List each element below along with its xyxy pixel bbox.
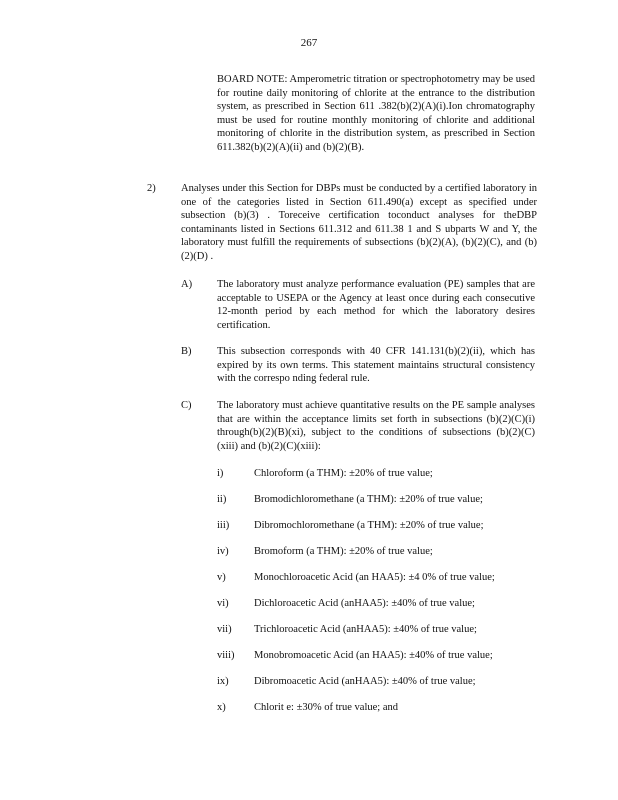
tolerance-number: ii): [217, 494, 227, 505]
tolerance-item: [217, 623, 547, 637]
tolerance-number: x): [217, 702, 226, 713]
board-note: BOARD NOTE: Amperometric titration or spectrophotometry may be used for routine daily monitoring of chlorite at the entrance to the distribution system, as prescribed in Section 611 .382(b)(2)(A)(i).Ion chromatography must be used for routine monthly monitoring of chlorite and additional monitoring of chlorite in the distribution system, as prescribed in Section 611.382(b)(2)(A)(ii) and (b)(2)(B).: [217, 74, 535, 153]
tolerance-item: [217, 649, 547, 663]
tolerance-item: [217, 675, 547, 689]
tolerance-text: Monochloroacetic Acid (an HAA5): ±4 0% of true value;: [254, 572, 495, 583]
tolerance-number: i): [217, 468, 224, 479]
item-text: Analyses under this Section for DBPs must be conducted by a certified laboratory in one of the categories listed in Section 611.490(a) except as specified under subsection (b)(3) . Toreceive certification toconduct analyses for theDBP contaminants listed in Sections 611.312 and 611.38 1 and S ubparts W and Y, the laboratory must fulfill the requirements of subsections (b)(2)(A), (b)(2)(C), and (b)(2)(D) .: [181, 183, 537, 262]
page-number: 267: [300, 37, 318, 49]
tolerance-text: Dibromoacetic Acid (anHAA5): ±40% of true value;: [254, 676, 476, 687]
sub-item-label: A): [181, 279, 193, 290]
tolerance-number: iv): [217, 546, 229, 557]
tolerance-number: iii): [217, 520, 230, 531]
tolerance-number: vii): [217, 624, 232, 635]
sub-item-label: C): [181, 400, 192, 411]
sub-item-text: The laboratory must analyze performance evaluation (PE) samples that are acceptable to USEPA or the Agency at least once during each consecutive 12-month period by each method for which the laboratory desires certification.: [217, 279, 535, 331]
sub-item-text: This subsection corresponds with 40 CFR 141.131(b)(2)(ii), which has expired by its own terms. This statement maintains structural consistency with the correspo nding federal rule.: [217, 346, 535, 385]
tolerance-text: Chloroform (a THM): ±20% of true value;: [254, 468, 433, 479]
sub-item-label: B): [181, 346, 192, 357]
tolerance-text: Dibromochloromethane (a THM): ±20% of true value;: [254, 520, 484, 531]
tolerance-text: Chlorit e: ±30% of true value; and: [254, 702, 398, 713]
tolerance-text: Dichloroacetic Acid (anHAA5): ±40% of true value;: [254, 598, 475, 609]
tolerance-text: Bromodichloromethane (a THM): ±20% of true value;: [254, 494, 483, 505]
tolerance-item: [217, 597, 547, 611]
tolerance-text: Monobromoacetic Acid (an HAA5): ±40% of true value;: [254, 650, 493, 661]
tolerance-text: Trichloroacetic Acid (anHAA5): ±40% of true value;: [254, 624, 477, 635]
tolerance-item: [217, 701, 547, 715]
tolerance-number: viii): [217, 650, 235, 661]
tolerance-item: [217, 467, 547, 481]
tolerance-number: ix): [217, 676, 229, 687]
tolerance-number: v): [217, 572, 226, 583]
tolerance-item: [217, 493, 547, 507]
sub-item-text: The laboratory must achieve quantitative results on the PE sample analyses that are within the acceptance limits set forth in subsections (b)(2)(C)(i) through(b)(2)(B)(xi), subject to the conditions of subsections (b)(2)(C)(xiii) and (b)(2)(C)(xiii):: [217, 400, 535, 452]
tolerance-item: [217, 545, 547, 559]
tolerance-text: Bromoform (a THM): ±20% of true value;: [254, 546, 433, 557]
tolerance-item: [217, 571, 547, 585]
tolerance-number: vi): [217, 598, 229, 609]
item-label: 2): [147, 183, 156, 194]
tolerance-item: [217, 519, 547, 533]
